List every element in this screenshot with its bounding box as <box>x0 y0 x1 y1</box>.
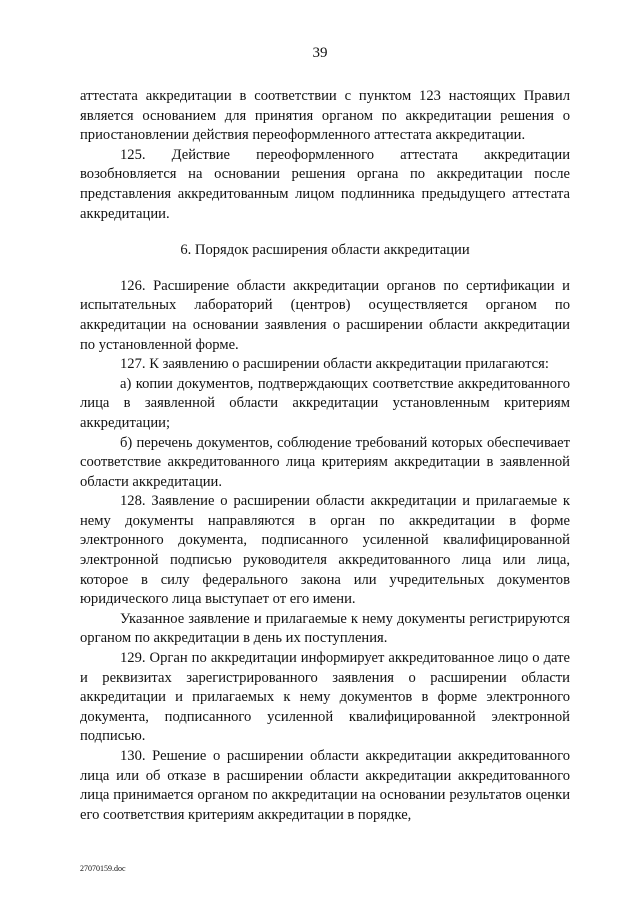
paragraph-130: 130. Решение о расширении области аккредитации аккредитованного лица или об отказе в расширении области аккредитации аккредитованного лица принимается органом по аккредитации на основании результатов оценки его соответствия критериям аккредитации в порядке, <box>80 748 570 823</box>
paragraph-129: 129. Орган по аккредитации информирует аккредитованное лицо о дате и реквизитах зарегистрированного заявления о расширении области аккредитации и прилагаемых к нему документов в форме электронного документа, подписанного усиленной квалифицированной электронной подписью. <box>80 650 570 745</box>
paragraph-127b: б) перечень документов, соблюдение требований которых обеспечивает соответствие аккредитованного лица критериям аккредитации в заявленной области аккредитации. <box>80 434 570 490</box>
paragraph-127: 127. К заявлению о расширении области аккредитации прилагаются: <box>120 356 549 373</box>
document-body <box>80 87 570 825</box>
paragraph-continuation: аттестата аккредитации в соответствии с пунктом 123 настоящих Правил является основанием для принятия органом по аккредитации решения о приостановлении действия переоформленного аттестата аккредитации. <box>80 88 570 144</box>
paragraph-126: 126. Расширение области аккредитации органов по сертификации и испытательных лабораторий (центров) осуществляется органом по аккредитации на основании заявления о расширении области аккредитации по установленной форме. <box>80 277 570 353</box>
paragraph-125: 125. Действие переоформленного аттестата аккредитации возобновляется на основании решения органа по аккредитации после представления аккредитованным лицом подлинника предыдущего аттестата аккредитации. <box>80 146 570 222</box>
paragraph-128: 128. Заявление о расширении области аккредитации и прилагаемые к нему документы направляются в орган по аккредитации в форме электронного документа, подписанного усиленной квалифицированной электронной подписью руководителя аккредитованного лица или лица, которое в силу федерального закона или учредительных документов юридического лица выступает от его имени. <box>80 493 570 608</box>
paragraph-127a: а) копии документов, подтверждающих соответствие аккредитованного лица в заявленной области аккредитации установленным критериям аккредитации; <box>80 375 570 431</box>
section-heading: 6. Порядок расширения области аккредитации <box>180 242 470 259</box>
file-name-footer: 27070159.doc <box>80 864 126 873</box>
page-number: 39 <box>312 45 328 61</box>
paragraph-128-registration: Указанное заявление и прилагаемые к нему документы регистрируются органом по аккредитации в день их поступления. <box>80 610 570 647</box>
